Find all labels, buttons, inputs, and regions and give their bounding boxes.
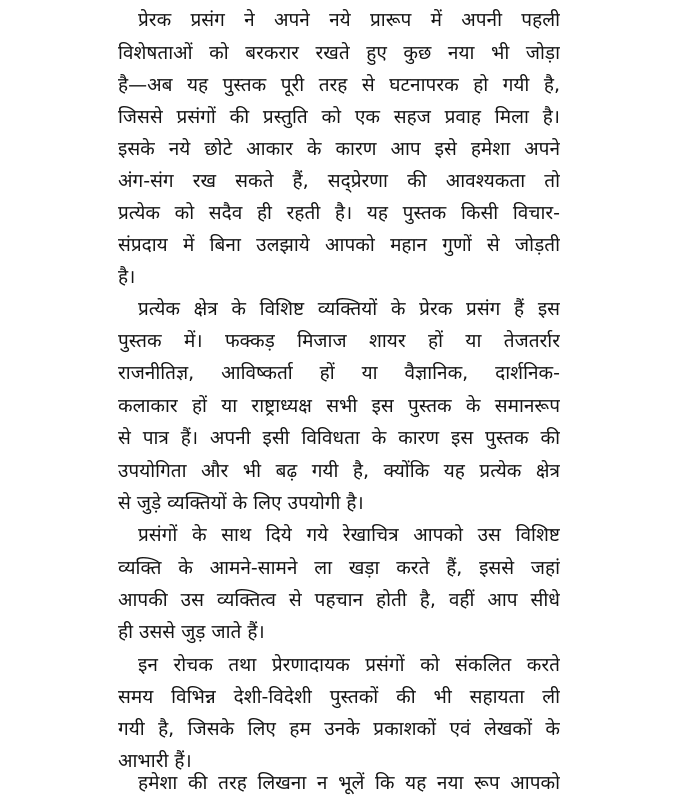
text-line: प्रत्येक को सदैव ही रहती है। यह पुस्तक किसी विचार-	[118, 202, 560, 224]
text-line: प्रत्येक क्षेत्र के विशिष्ट व्यक्तियों के प्रेरक प्रसंग हैं इस	[138, 298, 560, 320]
text-line: संप्रदाय में बिना उलझाये आपको महान गुणों से जोड़ती	[118, 234, 560, 256]
text-line: इन रोचक तथा प्रेरणादायक प्रसंगों को संकलित करते	[138, 654, 560, 676]
text-line: प्रेरक प्रसंग ने अपने नये प्रारूप में अपनी पहली	[138, 9, 560, 31]
text-line: अंग-संग रख सकते हैं, सद्प्रेरणा की आवश्यकता तो	[118, 170, 560, 192]
text-line: कलाकार हों या राष्ट्राध्यक्ष सभी इस पुस्तक के समानरूप	[118, 395, 560, 417]
text-line: हमेशा की तरह लिखना न भूलें कि यह नया रूप आपको	[138, 772, 560, 794]
text-line: उपयोगिता और भी बढ़ गयी है, क्योंकि यह प्रत्येक क्षेत्र	[118, 460, 560, 482]
text-line: ही उससे जुड़ जाते हैं।	[118, 621, 265, 643]
text-line: पुस्तक में। फक्कड़ मिजाज शायर हों या तेजतर्रार	[118, 330, 560, 352]
text-line: इसके नये छोटे आकार के कारण आप इसे हमेशा अपने	[118, 138, 560, 160]
text-line: आभारी हैं।	[118, 750, 192, 772]
text-line: से पात्र हैं। अपनी इसी विविधता के कारण इस पुस्तक की	[118, 427, 560, 449]
text-line: राजनीतिज्ञ, आविष्कर्ता हों या वैज्ञानिक, दार्शनिक-	[118, 362, 560, 384]
text-line: है—अब यह पुस्तक पूरी तरह से घटनापरक हो गयी है,	[118, 74, 560, 96]
text-line: गयी है, जिसके लिए हम उनके प्रकाशकों एवं लेखकों के	[118, 718, 560, 740]
text-line: प्रसंगों के साथ दिये गये रेखाचित्र आपको उस विशिष्ट	[138, 524, 560, 546]
text-line: से जुड़े व्यक्तियों के लिए उपयोगी है।	[118, 492, 364, 514]
text-line: समय विभिन्न देशी-विदेशी पुस्तकों की भी सहायता ली	[118, 686, 560, 708]
text-line: विशेषताओं को बरकरार रखते हुए कुछ नया भी जोड़ा	[118, 42, 560, 64]
text-line: व्यक्ति के आमने-सामने ला खड़ा करते हैं, इससे जहां	[118, 557, 560, 579]
text-line: है।	[118, 266, 136, 288]
text-line: जिससे प्रसंगों की प्रस्तुति को एक सहज प्रवाह मिला है।	[118, 106, 560, 128]
text-line: आपकी उस व्यक्तित्व से पहचान होती है, वहीं आप सीधे	[118, 589, 560, 611]
